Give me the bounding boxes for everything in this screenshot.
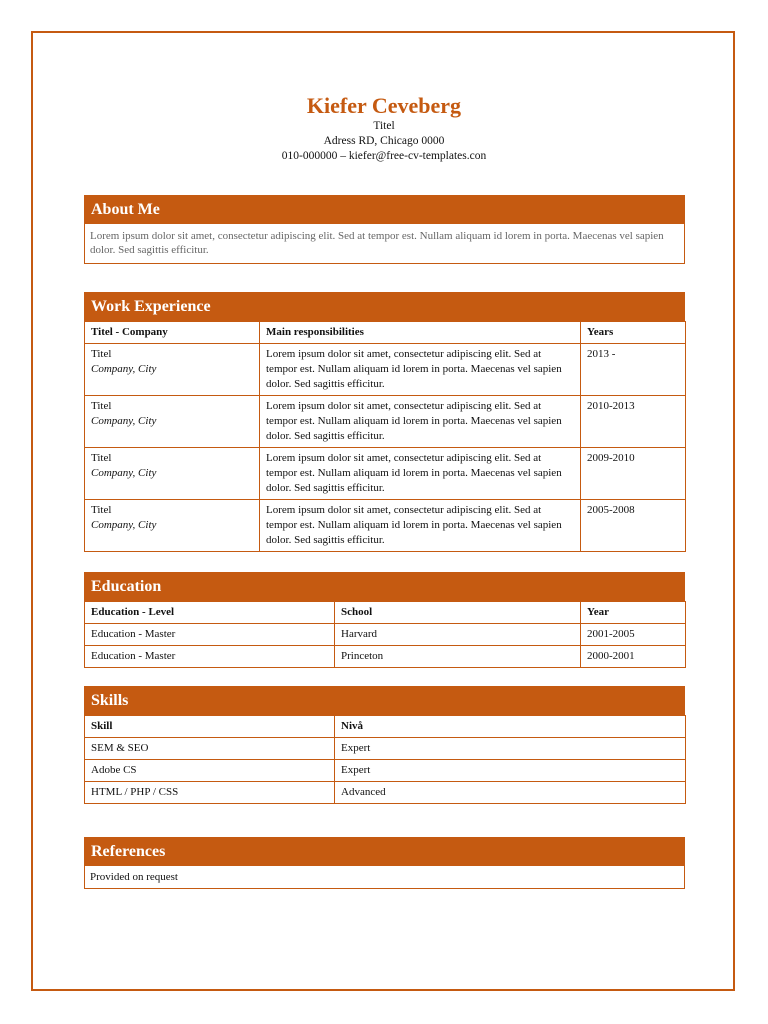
references-heading: References (84, 837, 685, 866)
job-responsibilities: Lorem ipsum dolor sit amet, consectetur adipiscing elit. Sed at tempor est. Nullam aliquam id lorem in porta. Maecenas vel sapien dolor. Sed sagittis efficitur. (260, 500, 581, 552)
job-title: Titel (91, 452, 112, 464)
skills-section (84, 686, 685, 804)
edu-col-year: Year (581, 602, 686, 624)
job-title: Titel (91, 400, 112, 412)
table-row (85, 344, 686, 396)
work-title-cell (85, 500, 260, 552)
work-col-years: Years (581, 322, 686, 344)
job-company: Company, City (91, 519, 157, 531)
person-contact: 010-000000 – kiefer@free-cv-templates.con (281, 150, 487, 162)
skill-level: Advanced (335, 782, 686, 804)
table-row (85, 500, 686, 552)
edu-year: 2000-2001 (581, 646, 686, 668)
education-heading: Education (84, 572, 685, 601)
about-section (84, 195, 685, 264)
job-responsibilities: Lorem ipsum dolor sit amet, consectetur adipiscing elit. Sed at tempor est. Nullam aliquam id lorem in porta. Maecenas vel sapien dolor. Sed sagittis efficitur. (260, 448, 581, 500)
table-row (85, 782, 686, 804)
edu-col-school: School (335, 602, 581, 624)
person-name: Kiefer Ceveberg (306, 93, 462, 118)
table-row (85, 448, 686, 500)
skills-heading: Skills (84, 686, 685, 715)
edu-level: Education - Master (85, 624, 335, 646)
skill-name: SEM & SEO (85, 738, 335, 760)
work-section (84, 292, 685, 552)
edu-year: 2001-2005 (581, 624, 686, 646)
job-title: Titel (91, 504, 112, 516)
job-responsibilities: Lorem ipsum dolor sit amet, consectetur adipiscing elit. Sed at tempor est. Nullam aliquam id lorem in porta. Maecenas vel sapien dolor. Sed sagittis efficitur. (260, 396, 581, 448)
job-years: 2005-2008 (581, 500, 686, 552)
work-title-cell (85, 344, 260, 396)
work-table (84, 321, 686, 552)
references-body (84, 866, 685, 889)
work-title-cell (85, 448, 260, 500)
job-responsibilities: Lorem ipsum dolor sit amet, consectetur adipiscing elit. Sed at tempor est. Nullam aliquam id lorem in porta. Maecenas vel sapien dolor. Sed sagittis efficitur. (260, 344, 581, 396)
about-body (84, 224, 685, 264)
job-company: Company, City (91, 415, 157, 427)
about-heading: About Me (84, 195, 685, 224)
job-company: Company, City (91, 467, 157, 479)
references-text: Provided on request (90, 871, 178, 883)
edu-col-level: Education - Level (85, 602, 335, 624)
skill-name: Adobe CS (85, 760, 335, 782)
work-title-cell (85, 396, 260, 448)
job-years: 2013 - (581, 344, 686, 396)
education-section (84, 572, 685, 668)
table-row (85, 396, 686, 448)
skill-name: HTML / PHP / CSS (85, 782, 335, 804)
job-company: Company, City (91, 363, 157, 375)
skill-level: Expert (335, 760, 686, 782)
job-title: Titel (91, 348, 112, 360)
work-header-row (85, 322, 686, 344)
references-section (84, 837, 685, 889)
skill-level: Expert (335, 738, 686, 760)
education-header-row (85, 602, 686, 624)
work-col-resp: Main responsibilities (260, 322, 581, 344)
job-years: 2009-2010 (581, 448, 686, 500)
job-years: 2010-2013 (581, 396, 686, 448)
cv-header (0, 93, 768, 164)
work-col-title: Titel - Company (85, 322, 260, 344)
skills-header-row (85, 716, 686, 738)
edu-school: Harvard (335, 624, 581, 646)
work-heading: Work Experience (84, 292, 685, 321)
about-text: Lorem ipsum dolor sit amet, consectetur adipiscing elit. Sed at tempor est. Nullam aliquam id lorem in porta. Maecenas vel sapien dolor. Sed sagittis efficitur. (90, 230, 664, 256)
edu-level: Education - Master (85, 646, 335, 668)
education-table (84, 601, 686, 668)
skills-table (84, 715, 686, 804)
edu-school: Princeton (335, 646, 581, 668)
table-row (85, 624, 686, 646)
skill-col-name: Skill (85, 716, 335, 738)
person-address: Adress RD, Chicago 0000 (323, 135, 445, 147)
skill-col-level: Nivå (335, 716, 686, 738)
person-title: Titel (373, 120, 395, 132)
table-row (85, 646, 686, 668)
table-row (85, 738, 686, 760)
table-row (85, 760, 686, 782)
